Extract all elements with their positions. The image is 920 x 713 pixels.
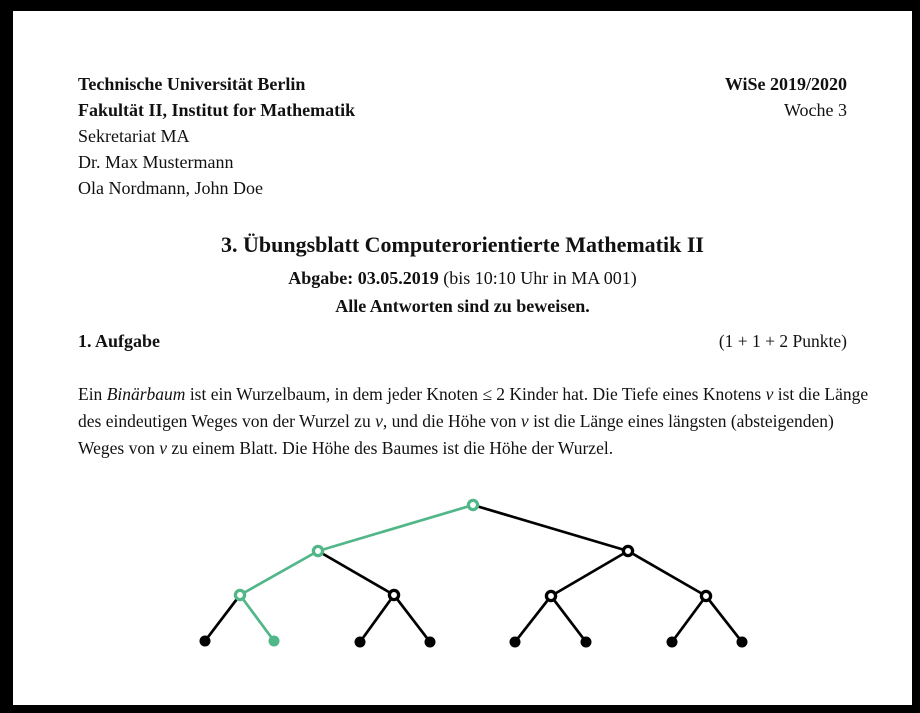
tree-node-leaf-n8 bbox=[269, 636, 280, 647]
semester-label: WiSe 2019/2020 bbox=[724, 74, 847, 94]
paragraph-text: ist die Länge eines längsten (absteigenden) Weges von bbox=[78, 410, 834, 458]
tree-node-open-n1 bbox=[313, 546, 322, 555]
tree-edge-n6-n14 bbox=[706, 596, 742, 642]
tree-edge-n3-n8 bbox=[240, 595, 274, 641]
tree-edge-n1-n3 bbox=[240, 551, 318, 595]
tree-node-leaf-n13 bbox=[667, 637, 678, 648]
document-page bbox=[13, 11, 912, 705]
tree-node-leaf-n11 bbox=[510, 637, 521, 648]
tree-node-open-n0 bbox=[468, 500, 477, 509]
proof-notice: Alle Antworten sind zu beweisen. bbox=[335, 296, 590, 316]
tree-edge-n1-n4 bbox=[318, 551, 394, 595]
deadline-details: (bis 10:10 Uhr in MA 001) bbox=[438, 268, 637, 288]
term-binaerbaum: Binärbaum bbox=[106, 383, 186, 404]
paragraph-text: , und die Höhe von bbox=[382, 410, 521, 431]
title-block bbox=[78, 232, 847, 320]
tree-edge-n6-n13 bbox=[672, 596, 706, 642]
lecturer-name: Dr. Max Mustermann bbox=[78, 152, 234, 172]
task-heading-row bbox=[78, 331, 847, 352]
paragraph-text: ist ein Wurzelbaum, in dem jeder Knoten ≤ 2 Kinder hat. Die Tiefe eines Knotens bbox=[185, 383, 766, 404]
tree-node-leaf-n7 bbox=[200, 636, 211, 647]
tree-edge-n0-n2 bbox=[473, 505, 628, 551]
header-term-block bbox=[725, 71, 847, 123]
tree-node-open-n4 bbox=[389, 590, 398, 599]
variable-v: v bbox=[520, 410, 529, 431]
deadline-line bbox=[78, 264, 847, 292]
header-address-block bbox=[78, 71, 355, 201]
task-number-label: 1. Aufgabe bbox=[78, 331, 161, 351]
deadline-date: Abgabe: 03.05.2019 bbox=[288, 268, 439, 288]
tree-edge-n2-n6 bbox=[628, 551, 706, 596]
assistant-names: Ola Nordmann, John Doe bbox=[78, 178, 263, 198]
tree-node-leaf-n9 bbox=[355, 637, 366, 648]
task-description-paragraph bbox=[78, 381, 870, 462]
paragraph-text: zu einem Blatt. Die Höhe des Baumes ist die Höhe der Wurzel. bbox=[167, 437, 614, 458]
tree-edge-n5-n11 bbox=[515, 596, 551, 642]
week-label: Woche 3 bbox=[783, 100, 847, 120]
tree-node-open-n5 bbox=[546, 591, 555, 600]
paragraph-text: Ein bbox=[78, 383, 107, 404]
tree-edge-n2-n5 bbox=[551, 551, 628, 596]
variable-v: v bbox=[159, 437, 167, 458]
tree-edge-n4-n10 bbox=[394, 595, 430, 642]
variable-v: v bbox=[765, 383, 774, 404]
tree-node-leaf-n10 bbox=[425, 637, 436, 648]
tree-edge-n0-n1 bbox=[318, 505, 473, 551]
tree-node-leaf-n12 bbox=[581, 637, 592, 648]
institution-name: Technische Universität Berlin bbox=[78, 74, 306, 94]
secretariat: Sekretariat MA bbox=[78, 126, 190, 146]
sheet-title: 3. Übungsblatt Computerorientierte Mathematik II bbox=[221, 232, 704, 257]
tree-node-open-n3 bbox=[235, 590, 244, 599]
variable-v: v bbox=[375, 410, 383, 431]
faculty-name: Fakultät II, Institut for Mathematik bbox=[78, 100, 356, 120]
paragraph-text: ist die Länge des eindeutigen Weges von der Wurzel zu bbox=[78, 383, 869, 431]
task-points-label: (1 + 1 + 2 Punkte) bbox=[718, 331, 847, 351]
tree-edge-n5-n12 bbox=[551, 596, 586, 642]
tree-node-open-n2 bbox=[623, 546, 632, 555]
tree-edge-n3-n7 bbox=[205, 595, 240, 641]
tree-node-open-n6 bbox=[701, 591, 710, 600]
tree-node-leaf-n14 bbox=[737, 637, 748, 648]
tree-edge-n4-n9 bbox=[360, 595, 394, 642]
